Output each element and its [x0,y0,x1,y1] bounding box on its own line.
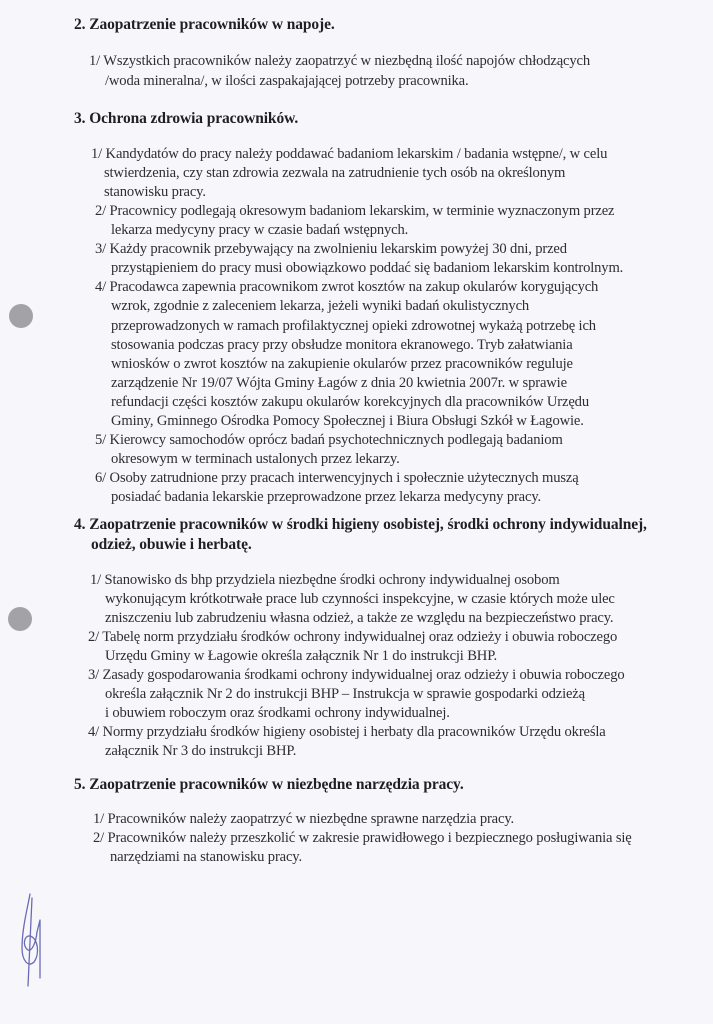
list-item-line: Gminy, Gminnego Ośrodka Pomocy Społecznej i Biura Obsługi Szkół w Łagowie. [111,413,584,429]
list-item-line: przeprowadzonych w ramach profilaktycznej opieki zdrowotnej wykażą potrzebę ich [111,318,596,334]
list-item-line: wykonującym krótkotrwałe prace lub czynności inspekcyjne, w czasie których może ulec [105,591,615,607]
list-item-line: refundacji części kosztów zakupu okularów korekcyjnych dla pracowników Urzędu [111,394,589,410]
list-item-line: 1/ Stanowisko ds bhp przydziela niezbędne środki ochrony indywidualnej osobom [90,572,560,588]
list-item-line: przystąpieniem do pracy musi obowiązkowo poddać się badaniom lekarskim kontrolnym. [111,260,624,276]
list-item-line: wniosków o zwrot kosztów na zakupienie okularów przez pracowników reguluje [111,356,573,372]
punch-hole-bottom [8,607,32,631]
list-item-line: i obuwiem roboczym oraz środkami ochrony indywidualnej. [105,705,450,721]
list-item-line: 3/ Zasady gospodarowania środkami ochrony indywidualnej oraz odzieży i obuwia roboczego [88,667,625,683]
list-item-line: 5/ Kierowcy samochodów oprócz badań psychotechnicznych podlegają badaniom [95,432,563,448]
list-item-line: zarządzenie Nr 19/07 Wójta Gminy Łagów z dnia 20 kwietnia 2007r. w sprawie [111,375,567,391]
list-item-line: stanowisku pracy. [104,184,206,200]
handwritten-signature [8,888,48,988]
list-item-line: stosowania podczas pracy przy obsłudze monitora ekranowego. Tryb załatwiania [111,337,573,353]
list-item-line: 3/ Każdy pracownik przebywający na zwolnieniu lekarskim powyżej 30 dni, przed [95,241,567,257]
list-item-line: określa załącznik Nr 2 do instrukcji BHP – Instrukcja w sprawie gospodarki odzieżą [105,686,585,702]
list-item-line: stwierdzenia, czy stan zdrowia zezwala na zatrudnienie tych osób na określonym [104,165,566,181]
list-item-line: zniszczeniu lub zabrudzeniu własna odzież, a także ze względu na bezpieczeństwo pracy. [105,610,614,626]
section-heading: 3. Ochrona zdrowia pracowników. [74,110,299,127]
section-heading: 2. Zaopatrzenie pracowników w napoje. [74,16,335,33]
section-heading: 4. Zaopatrzenie pracowników w środki higieny osobistej, środki ochrony indywidualnej, [74,516,647,533]
list-item-line: lekarza medycyny pracy w czasie badań wstępnych. [111,222,409,238]
punch-hole-top [9,304,33,328]
list-item-line: 6/ Osoby zatrudnione przy pracach interwencyjnych i społecznie użytecznych muszą [95,470,579,486]
section-heading-continuation: odzież, obuwie i herbatę. [91,536,252,553]
list-item-line: 1/ Kandydatów do pracy należy poddawać badaniom lekarskim / badania wstępne/, w celu [91,146,608,162]
list-item-line: 4/ Normy przydziału środków higieny osobistej i herbaty dla pracowników Urzędu określa [88,724,606,740]
list-item-line: narzędziami na stanowisku pracy. [110,849,303,865]
list-item-line: 2/ Pracownicy podlegają okresowym badaniom lekarskim, w terminie wyznaczonym przez [95,203,615,219]
list-item-line: załącznik Nr 3 do instrukcji BHP. [105,743,297,759]
list-item-line: posiadać badania lekarskie przeprowadzone przez lekarza medycyny pracy. [111,489,542,505]
list-item-line: 4/ Pracodawca zapewnia pracownikom zwrot kosztów na zakup okularów korygujących [95,279,599,295]
list-item-line: okresowym w terminach ustalonych przez lekarzy. [111,451,400,467]
list-item-line: 1/ Wszystkich pracowników należy zaopatrzyć w niezbędną ilość napojów chłodzących [89,53,591,69]
list-item-line: /woda mineralna/, w ilości zaspakajającej potrzeby pracownika. [105,73,469,89]
list-item-line: Urzędu Gminy w Łagowie określa załącznik Nr 1 do instrukcji BHP. [105,648,498,664]
list-item-line: 1/ Pracowników należy zaopatrzyć w niezbędne sprawne narzędzia pracy. [93,811,515,827]
section-heading: 5. Zaopatrzenie pracowników w niezbędne narzędzia pracy. [74,776,464,793]
list-item-line: wzrok, zgodnie z zaleceniem lekarza, jeżeli wyniki badań okulistycznych [111,298,530,314]
list-item-line: 2/ Pracowników należy przeszkolić w zakresie prawidłowego i bezpiecznego posługiwania się [93,830,632,846]
list-item-line: 2/ Tabelę norm przydziału środków ochrony indywidualnej oraz odzieży i obuwia roboczego [88,629,618,645]
